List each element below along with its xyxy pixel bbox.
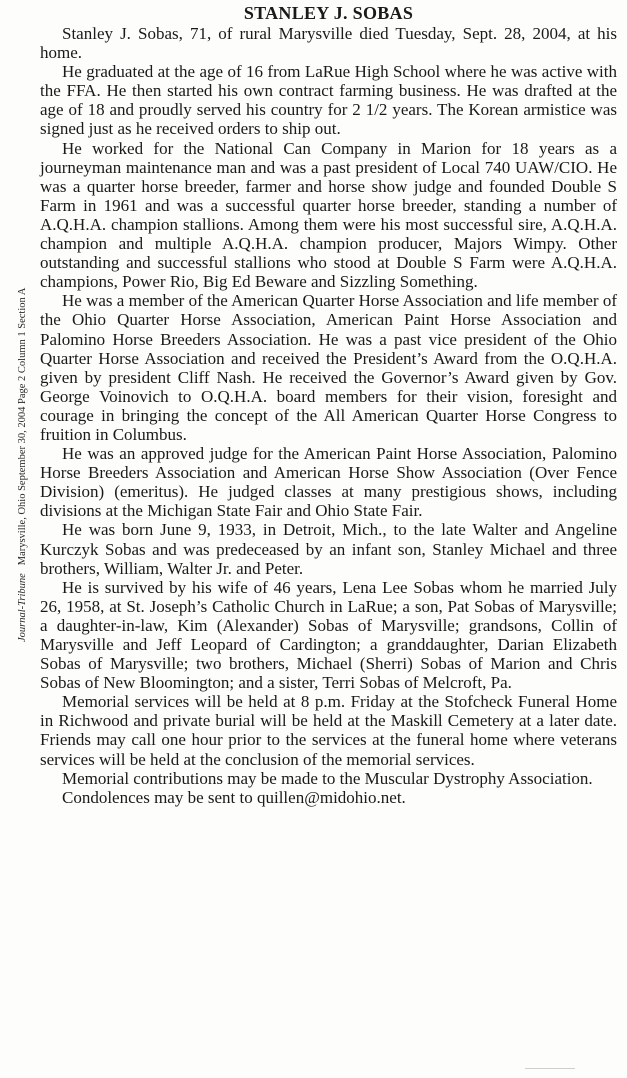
paragraph-birth-family: He was born June 9, 1933, in Detroit, Mich., to the late Walter and Angeline Kurczyk Sobas and was predeceased by an infant son, Stanley Michael and three brothers, William, Walter Jr. and Peter. [40,520,617,578]
paragraph-services: Memorial services will be held at 8 p.m. Friday at the Stofcheck Funeral Home in Richwood and private burial will be held at the Maskill Cemetery at a later date. Friends may call one hour prior to the services at the funeral home where veterans services will be held at the conclusion of the memorial services. [40,692,617,769]
paragraph-associations: He was a member of the American Quarter Horse Association and life member of the Ohio Quarter Horse Association, American Paint Horse Association and Palomino Horse Breeders Association. He was a past vice president of the Ohio Quarter Horse Association and received the President’s Award from the O.Q.H.A. given by president Cliff Nash. He received the Governor’s Award given by Gov. George Voinovich to O.Q.H.A. board members for their vision, foresight and courage in bringing the concept of the All American Quarter Horse Congress to fruition in Columbus. [40,291,617,444]
publication-name: Journal-Tribune [17,573,28,642]
divider-rule [525,1068,575,1069]
publication-details: Marysville, Ohio September 30, 2004 Page 2 Column 1 Section A [17,287,28,566]
paragraph-contributions: Memorial contributions may be made to the Muscular Dystrophy Association. [62,768,593,788]
paragraph-survivors: He is survived by his wife of 46 years, Lena Lee Sobas whom he married July 26, 1958, at St. Joseph’s Catholic Church in LaRue; a son, Pat Sobas of Marysville; a daughter-in-law, Kim (Alexander) Sobas of Marysville; grandsons, Collin of Marysville and Jeff Leopard of Cardington; a granddaughter, Darian Elizabeth Sobas of Marysville; two brothers, Michael (Sherri) Sobas of Marion and Chris Sobas of New Bloomington; and a sister, Terri Sobas of Melcroft, Pa. [40,577,617,693]
publication-sidebar-text [16,22,29,642]
obituary-article [40,2,617,807]
paragraph-condolences: Condolences may be sent to quillen@midohio.net. [62,787,406,807]
paragraph-career: He worked for the National Can Company in Marion for 18 years as a journeyman maintenance man and was a past president of Local 740 UAW/CIO. He was a quarter horse breeder, farmer and horse show judge and founded Double S Farm in 1961 and was a successful quarter horse breeder, standing a number of A.Q.H.A. champion stallions. Among them were his most successful sire, A.Q.H.A. champion and multiple A.Q.H.A. champion producer, Majors Wimpy. Other outstanding and successful stallions who stood at Double S Farm were A.Q.H.A. champions, Power Rio, Big Ed Beware and Sizzling Something. [40,138,617,292]
paragraph-education-military: He graduated at the age of 16 from LaRue High School where he was active with the FFA. He then started his own contract farming business. He was drafted at the age of 18 and proudly served his country for 2 1/2 years. The Korean armistice was signed just as he received orders to ship out. [40,62,617,139]
paragraph-judging: He was an approved judge for the American Paint Horse Association, Palomino Horse Breeders Association and American Horse Show Association (Over Fence Division) (emeritus). He judged classes at many prestigious shows, including divisions at the Michigan State Fair and Ohio State Fair. [40,444,617,521]
obituary-title: STANLEY J. SOBAS [243,3,414,23]
paragraph-death-notice: Stanley J. Sobas, 71, of rural Marysville died Tuesday, Sept. 28, 2004, at his home. [40,24,617,63]
publication-sidebar [4,24,28,644]
